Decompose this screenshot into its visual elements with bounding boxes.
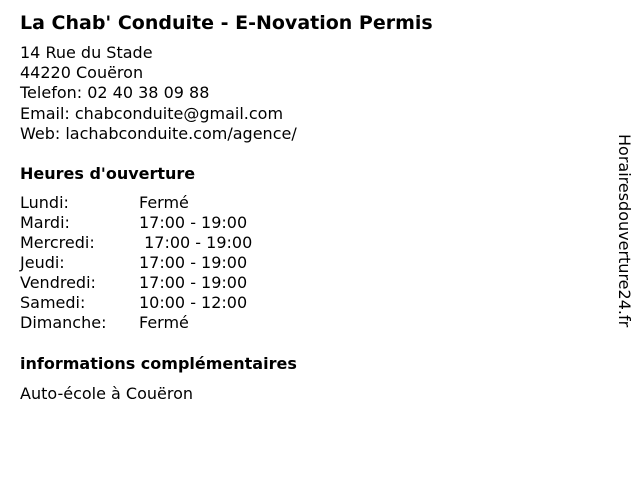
- day-label: Mercredi:: [20, 233, 95, 252]
- hours-row-friday: [20, 273, 252, 293]
- opening-hours-heading: Heures d'ouverture: [20, 164, 196, 183]
- hours-row-saturday: [20, 293, 252, 313]
- phone-number: Telefon: 02 40 38 09 88: [20, 83, 210, 103]
- opening-hours-table: [20, 193, 252, 333]
- day-label: Samedi:: [20, 293, 86, 312]
- contact-block: [20, 43, 297, 144]
- additional-info-heading: informations complémentaires: [20, 354, 297, 373]
- watermark: Horairesdouverture24.fr: [615, 134, 634, 328]
- day-hours: 17:00 - 19:00: [139, 273, 248, 292]
- day-hours: 17:00 - 19:00: [139, 213, 248, 232]
- additional-info-text: Auto-école à Couëron: [20, 384, 194, 403]
- city-address: 44220 Couëron: [20, 63, 144, 83]
- email-address: Email: chabconduite@gmail.com: [20, 103, 284, 123]
- day-hours: 17:00 - 19:00: [139, 233, 253, 252]
- street-address: 14 Rue du Stade: [20, 43, 153, 62]
- day-hours: 10:00 - 12:00: [139, 293, 248, 312]
- day-label: Jeudi:: [20, 253, 65, 272]
- day-hours: Fermé: [139, 313, 189, 332]
- business-name: La Chab' Conduite - E-Novation Permis: [20, 12, 433, 34]
- hours-row-monday: [20, 193, 252, 213]
- hours-row-wednesday: [20, 233, 252, 253]
- hours-row-thursday: [20, 253, 252, 273]
- day-hours: 17:00 - 19:00: [139, 253, 248, 272]
- hours-row-sunday: [20, 313, 252, 333]
- day-label: Vendredi:: [20, 273, 96, 292]
- day-label: Dimanche:: [20, 313, 107, 332]
- day-label: Mardi:: [20, 213, 70, 232]
- hours-row-tuesday: [20, 213, 252, 233]
- day-label: Lundi:: [20, 193, 69, 212]
- day-hours: Fermé: [139, 193, 189, 212]
- website: Web: lachabconduite.com/agence/: [20, 123, 297, 143]
